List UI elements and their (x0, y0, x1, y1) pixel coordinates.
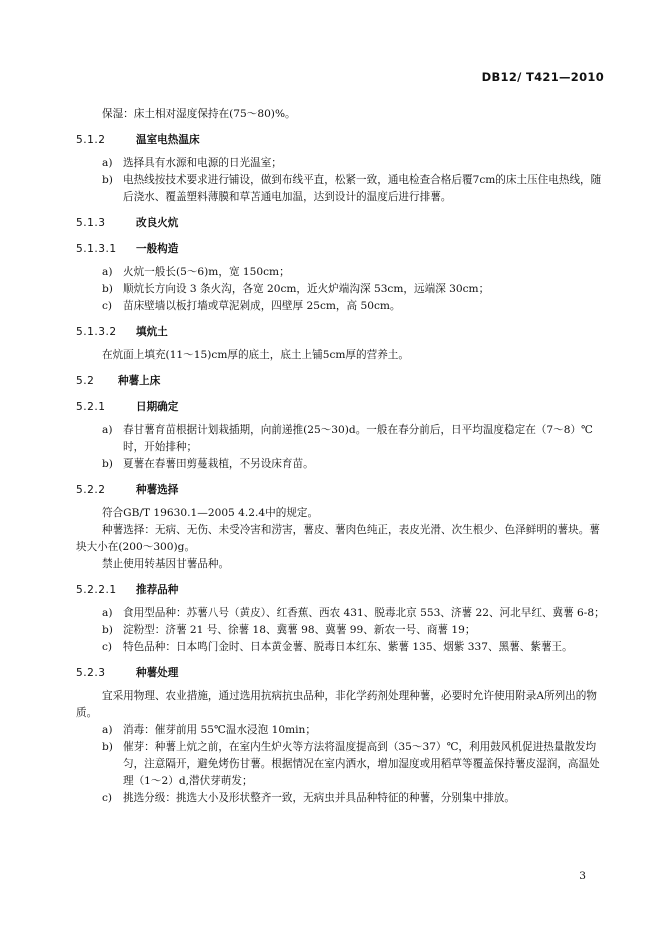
section-number: 5.2.2.1 (76, 584, 117, 596)
list-text: 特色品种：日本鸣门金时、日本黄金薯、脱毒日本红东、紫薯 135、烟紫 337、黑薯、紫薯王。 (123, 641, 573, 653)
section-heading-5-1-3-1 (76, 241, 606, 258)
list-marker: a) (102, 607, 113, 619)
list-item (76, 422, 606, 456)
list-text: 选择具有水源和电源的日光温室； (123, 157, 282, 169)
list-5-2-2-1 (76, 605, 606, 656)
list-item (76, 790, 606, 807)
section-number: 5.2 (76, 375, 95, 387)
section-title: 种薯选择 (136, 484, 179, 496)
list-text: 挑选分级：挑选大小及形状整齐一致，无病虫并具品种特征的种薯，分别集中排放。 (123, 792, 515, 804)
list-item (76, 298, 606, 315)
list-item (76, 622, 606, 639)
section-heading-5-1-2 (76, 132, 606, 149)
section-number: 5.1.3.1 (76, 243, 117, 255)
paragraph: 在炕面上填充(11～15)cm厚的底土，底土上铺5cm厚的营养土。 (102, 349, 409, 361)
section-heading-5-1-3 (76, 215, 606, 232)
standard-code: DB12/ T421—2010 (481, 70, 604, 84)
paragraph: 种薯选择：无病、无伤、未受冷害和涝害，薯皮、薯肉色纯正，表皮光滑、次生根少、色泽鲜明的薯块。薯块大小在(200～300)g。 (76, 524, 600, 553)
paragraph: 宜采用物理、农业措施，通过选用抗病抗虫品种，非化学药剂处理种薯，必要时允许使用附录A所列出的物质。 (76, 690, 597, 719)
list-text: 催芽：种薯上炕之前，在室内生炉火等方法将温度提高到（35～37）℃，利用鼓风机促进热量散发均匀，注意隔开，避免烤伤甘薯。根据情况在室内洒水，增加湿度或用稻草等覆盖保持薯皮湿润，高温处理（1～2）d,潜伏芽萌发； (123, 741, 600, 787)
section-heading-5-2-2-1 (76, 582, 606, 599)
section-number: 5.2.1 (76, 401, 106, 413)
list-text: 电热线按技术要求进行铺设，做到布线平直，松紧一致，通电检查合格后覆7cm的床土压住电热线，随后浇水、覆盖塑料薄膜和草苫通电加温，达到设计的温度后进行排薯。 (123, 174, 602, 203)
list-5-2-1 (76, 422, 606, 473)
list-marker: b) (102, 283, 113, 295)
page-number: 3 (579, 870, 586, 882)
list-item (76, 739, 606, 790)
list-item (76, 456, 606, 473)
list-item (76, 605, 606, 622)
section-heading-5-2-3 (76, 665, 606, 682)
list-marker: a) (102, 424, 113, 436)
list-item (76, 281, 606, 298)
list-marker: c) (102, 792, 113, 804)
list-marker: c) (102, 641, 113, 653)
section-number: 5.1.3.2 (76, 326, 117, 338)
list-item (76, 172, 606, 206)
section-title: 改良火炕 (136, 217, 179, 229)
list-text: 夏薯在春薯田剪蔓栽植，不另设床育苗。 (123, 458, 314, 470)
paragraph: 禁止使用转基因甘薯品种。 (102, 558, 230, 570)
list-text: 消毒：催芽前用 55℃温水浸泡 10min； (123, 724, 316, 736)
section-title: 种薯处理 (136, 667, 179, 679)
list-item (76, 264, 606, 281)
section-title: 温室电热温床 (136, 134, 200, 146)
section-title: 种薯上床 (118, 375, 161, 387)
list-5-2-3 (76, 722, 606, 807)
list-marker: a) (102, 724, 113, 736)
section-heading-5-2 (76, 373, 606, 390)
section-heading-5-2-2 (76, 482, 606, 499)
list-5-1-2 (76, 155, 606, 206)
section-title: 推荐品种 (136, 584, 179, 596)
section-heading-5-1-3-2 (76, 324, 606, 341)
section-title: 填炕土 (136, 326, 168, 338)
section-number: 5.2.3 (76, 667, 106, 679)
paragraph: 符合GB/T 19630.1—2005 4.2.4中的规定。 (102, 507, 319, 519)
list-text: 火炕一般长(5～6)m，宽 150cm； (123, 266, 290, 278)
document-body (76, 106, 606, 807)
list-item (76, 722, 606, 739)
list-marker: c) (102, 300, 113, 312)
section-number: 5.1.2 (76, 134, 106, 146)
section-number: 5.2.2 (76, 484, 106, 496)
section-number: 5.1.3 (76, 217, 106, 229)
section-title: 日期确定 (136, 401, 179, 413)
list-text: 食用型品种：苏薯八号（黄皮）、红香蕉、西农 431、脱毒北京 553、济薯 22、河北早红、冀薯 6-8； (123, 607, 605, 619)
list-marker: b) (102, 624, 113, 636)
list-text: 春甘薯育苗根据计划栽插期，向前递推(25～30)d。一般在春分前后，日平均温度稳定在（7～8）℃时，开始排种； (123, 424, 593, 453)
list-item (76, 639, 606, 656)
list-5-1-3-1 (76, 264, 606, 315)
list-marker: b) (102, 458, 113, 470)
list-text: 顺炕长方向设 3 条火沟，各宽 20cm，近火炉端沟深 53cm，远端深 30cm； (123, 283, 490, 295)
section-heading-5-2-1 (76, 399, 606, 416)
list-text: 淀粉型：济薯 21 号、徐薯 18、冀薯 98、冀薯 99、新农一号、商薯 19； (123, 624, 476, 636)
list-marker: b) (102, 741, 113, 753)
list-marker: a) (102, 266, 113, 278)
list-item (76, 155, 606, 172)
list-marker: b) (102, 174, 113, 186)
section-title: 一般构造 (136, 243, 179, 255)
list-marker: a) (102, 157, 113, 169)
humidity-line: 保湿：床土相对湿度保持在(75～80)%。 (102, 108, 296, 120)
list-text: 苗床壁墙以板打墙或草泥剁成，四壁厚 25cm，高 50cm。 (123, 300, 401, 312)
